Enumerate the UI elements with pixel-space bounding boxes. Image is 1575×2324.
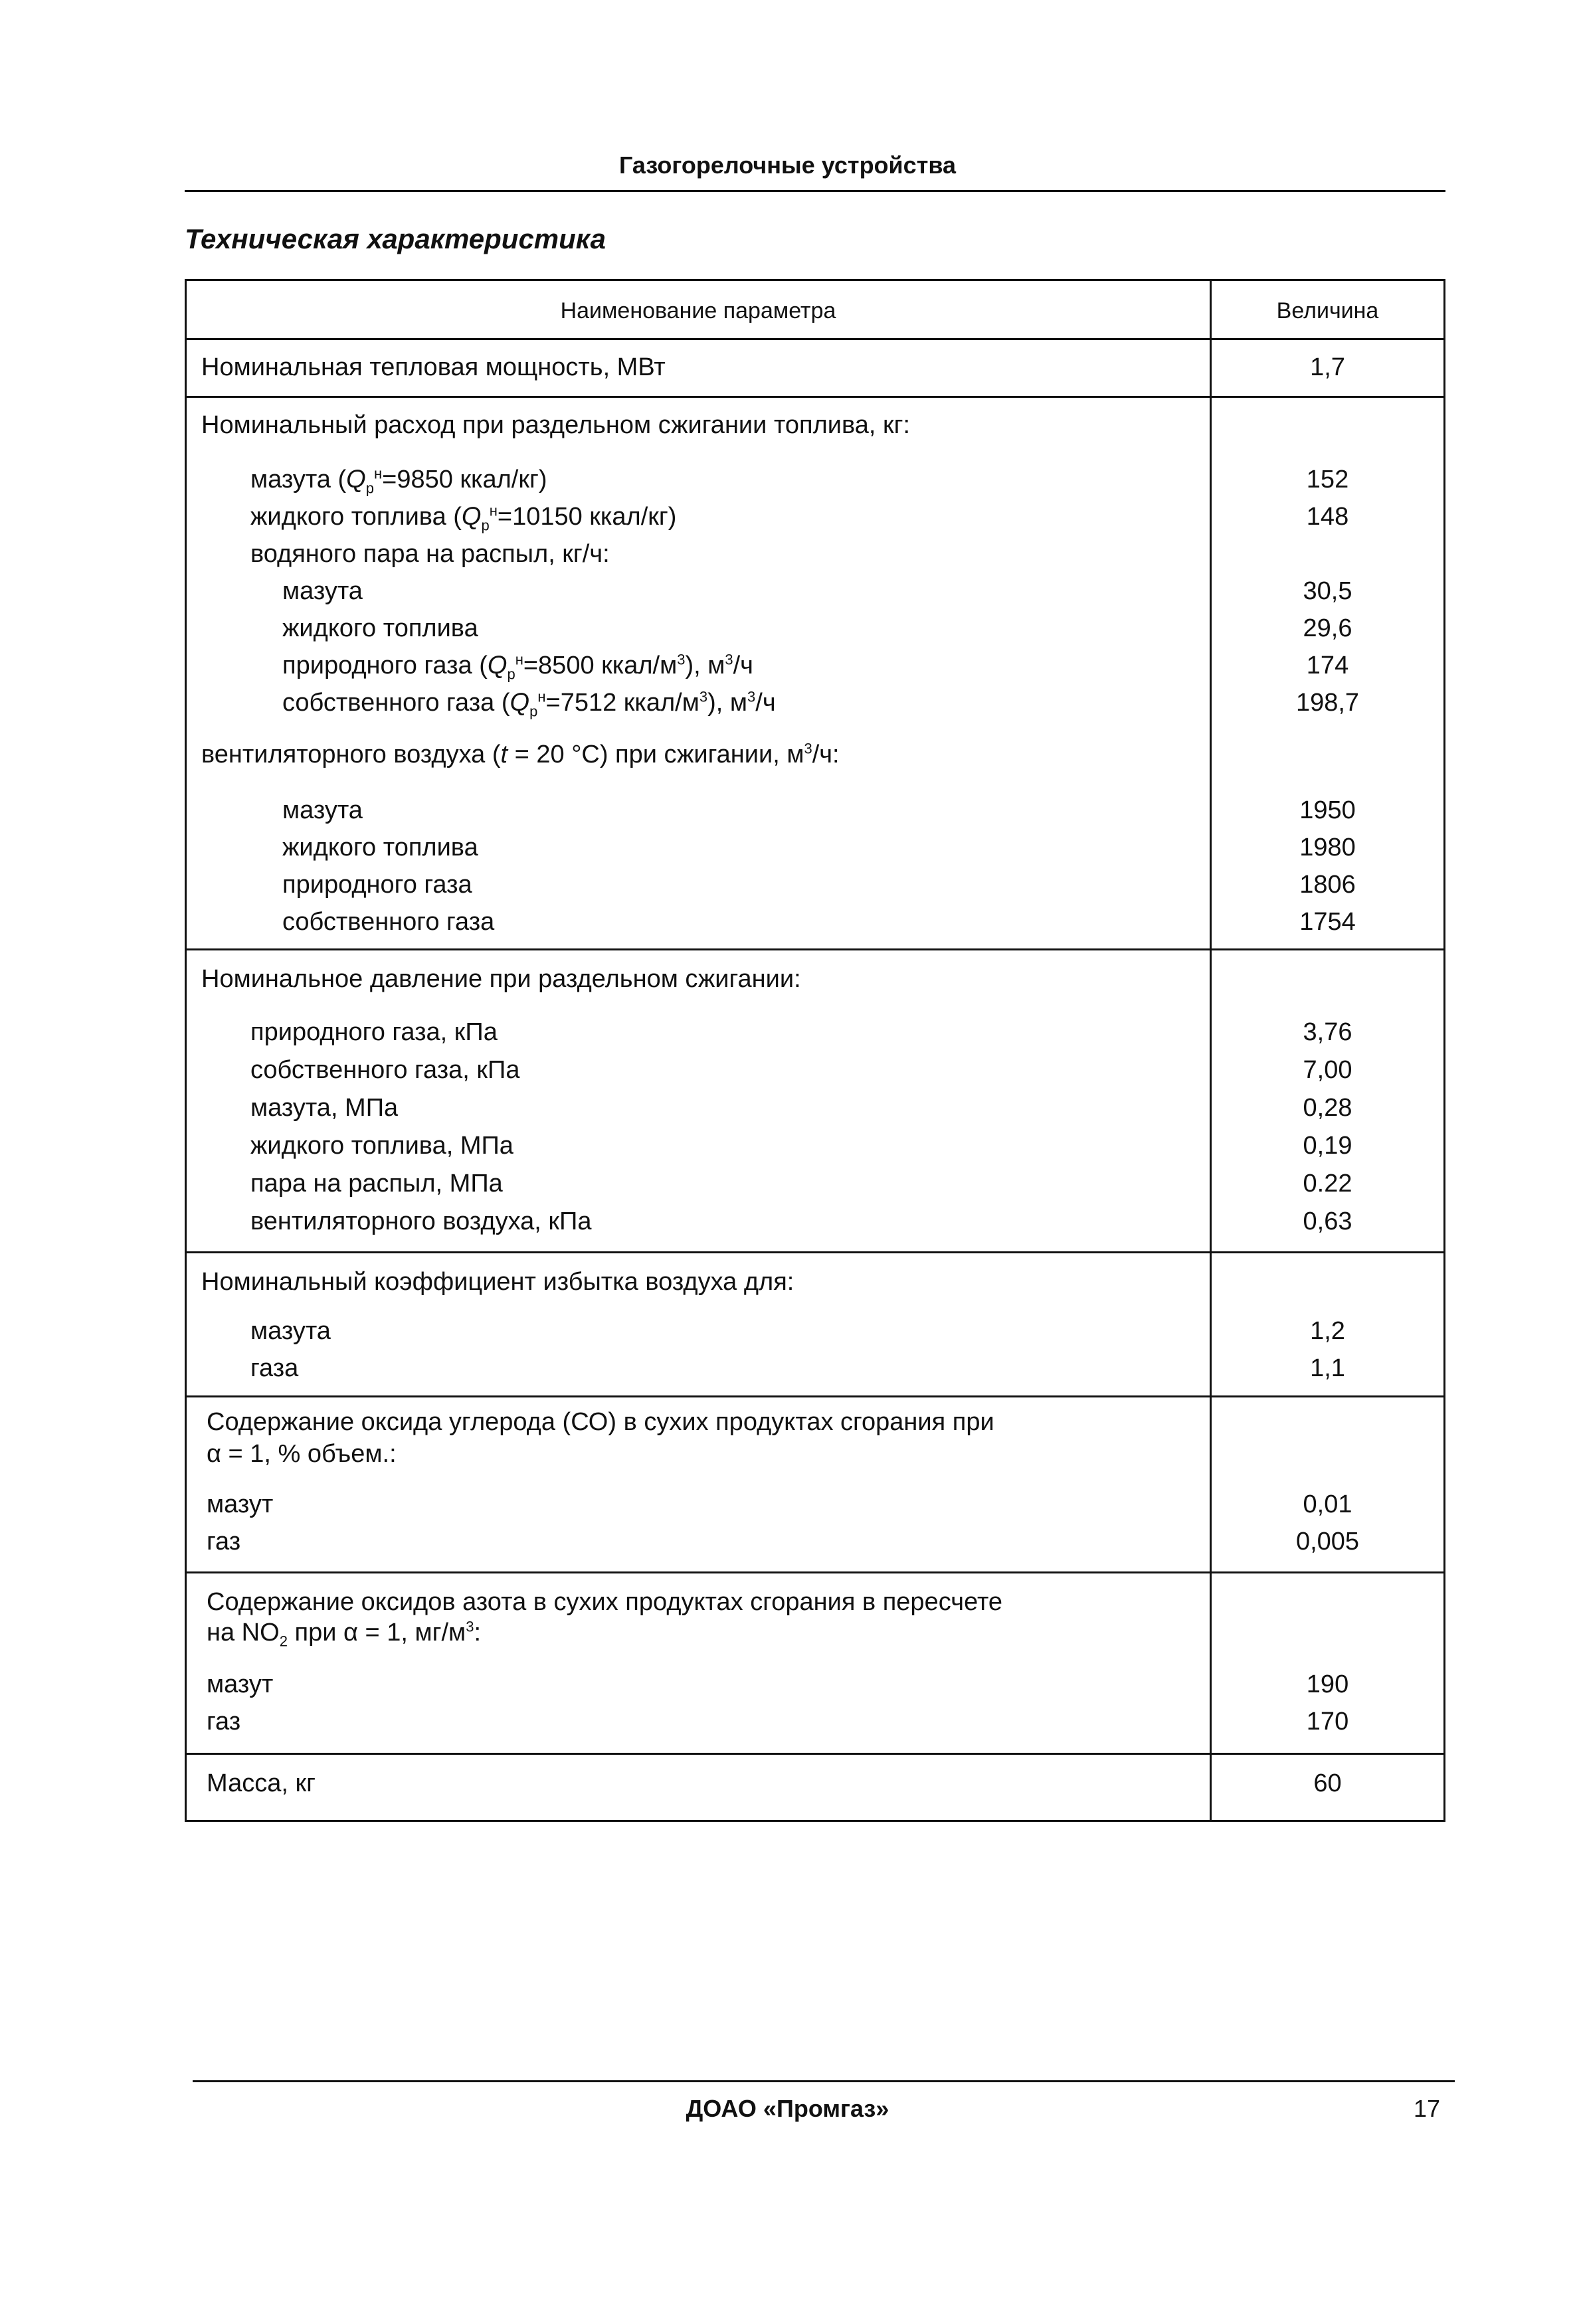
excess-air-item-label: мазута xyxy=(250,1317,331,1345)
nox-item-label: мазут xyxy=(207,1670,274,1698)
pressure-item-value: 0,28 xyxy=(1303,1094,1352,1122)
natural-gas-consumption-label: природного газа ($Q_р^н=8500$ ккал/$м^3$), $м^3/ч$ xyxy=(282,651,753,683)
table-row-pressure xyxy=(185,950,1445,1253)
fan-air-item-value: 1980 xyxy=(1299,834,1356,861)
co-item-label: газ xyxy=(207,1528,241,1556)
fan-air-item-label: природного газа xyxy=(282,871,472,899)
footer-title: ДОАО «Промгаз» xyxy=(686,2095,889,2122)
pressure-item-label: пара на распыл, МПа xyxy=(250,1170,503,1198)
co-heading-line1: Содержание оксида углерода (СО) в сухих продуктах сгорания при xyxy=(207,1408,994,1436)
pressure-item-label: собственного газа, кПа xyxy=(250,1056,520,1084)
fan-air-item-value: 1950 xyxy=(1299,796,1356,824)
co-heading-line2: α = 1, % объем.: xyxy=(207,1440,397,1468)
consumption-liquid-value: 148 xyxy=(1306,503,1349,531)
mass-label: Масса, кг xyxy=(207,1769,316,1797)
excess-air-item-value: 1,1 xyxy=(1310,1354,1345,1382)
table-row-excess-air xyxy=(185,1253,1445,1397)
nox-item-value: 190 xyxy=(1306,1670,1349,1698)
co-item-value: 0,01 xyxy=(1303,1490,1352,1518)
spec-table xyxy=(185,279,1445,1822)
footer-rule xyxy=(193,2080,1455,2082)
column-header-value: Величина xyxy=(1276,298,1379,323)
table-row-nox xyxy=(185,1573,1445,1755)
own-gas-consumption-value: 198,7 xyxy=(1295,689,1360,717)
fan-air-item-label: собственного газа xyxy=(282,908,495,936)
co-item-value: 0,005 xyxy=(1295,1528,1360,1556)
fan-air-item-label: жидкого топлива xyxy=(282,834,478,861)
page-number: 17 xyxy=(1414,2095,1441,2122)
excess-air-item-label: газа xyxy=(250,1354,299,1382)
fan-air-item-value: 1806 xyxy=(1299,871,1356,899)
fan-air-heading: вентиляторного воздуха (t = 20 °С) при сжигании, $м^3/ч$: xyxy=(201,740,840,768)
steam-mazut-value: 30,5 xyxy=(1303,577,1352,605)
power-label: Номинальная тепловая мощность, МВт xyxy=(201,353,666,381)
pressure-item-value: 7,00 xyxy=(1303,1056,1352,1084)
column-header-parameter: Наименование параметра xyxy=(560,298,836,323)
pressure-heading: Номинальное давление при раздельном сжигании: xyxy=(201,965,801,993)
pressure-item-label: вентиляторного воздуха, кПа xyxy=(250,1207,592,1235)
steam-liquid-label: жидкого топлива xyxy=(282,614,478,642)
nox-heading-line1: Содержание оксидов азота в сухих продуктах сгорания в пересчете xyxy=(207,1588,1003,1616)
fan-air-item-value: 1754 xyxy=(1299,908,1356,936)
consumption-mazut-label: мазута ($Q_р^н=9850$ ккал/кг) xyxy=(250,465,547,497)
excess-air-item-value: 1,2 xyxy=(1310,1317,1345,1345)
section-title: Техническая характеристика xyxy=(185,223,606,254)
pressure-item-value: 0,19 xyxy=(1303,1132,1352,1160)
pressure-item-label: жидкого топлива, МПа xyxy=(250,1132,513,1160)
consumption-mazut-value: 152 xyxy=(1306,466,1349,493)
pressure-item-label: мазута, МПа xyxy=(250,1094,399,1122)
table-row-mass xyxy=(185,1755,1445,1822)
table-header-row xyxy=(185,279,1445,340)
pressure-item-value: 3,76 xyxy=(1303,1018,1352,1046)
mass-value: 60 xyxy=(1313,1769,1342,1797)
fan-air-item-label: мазута xyxy=(282,796,363,824)
header-rule xyxy=(185,190,1445,192)
consumption-liquid-label: жидкого топлива ($Q_р^н=10150$ ккал/кг) xyxy=(250,502,677,534)
table-row-power xyxy=(185,340,1445,398)
table-row-consumption xyxy=(185,398,1445,950)
excess-air-heading: Номинальный коэффициент избытка воздуха для: xyxy=(201,1268,794,1296)
consumption-heading: Номинальный расход при раздельном сжигании топлива, кг: xyxy=(201,411,911,439)
steam-mazut-label: мазута xyxy=(282,577,363,605)
natural-gas-consumption-value: 174 xyxy=(1306,652,1349,679)
nox-item-value: 170 xyxy=(1306,1708,1349,1736)
table-row-co xyxy=(185,1397,1445,1573)
nox-item-label: газ xyxy=(207,1708,241,1736)
own-gas-consumption-label: собственного газа ($Q_р^н=7512$ ккал/$м^3$), $м^3/ч$ xyxy=(282,688,776,720)
pressure-item-value: 0.22 xyxy=(1303,1170,1352,1198)
co-item-label: мазут xyxy=(207,1490,274,1518)
pressure-item-label: природного газа, кПа xyxy=(250,1018,498,1046)
nox-heading-line2: на $NO_2$ при α = 1, $мг/м^3$: xyxy=(207,1618,481,1650)
steam-liquid-value: 29,6 xyxy=(1303,614,1352,642)
pressure-item-value: 0,63 xyxy=(1303,1207,1352,1235)
power-value: 1,7 xyxy=(1310,353,1345,381)
steam-heading: водяного пара на распыл, кг/ч: xyxy=(250,540,610,568)
page-header-title: Газогорелочные устройства xyxy=(618,151,957,179)
